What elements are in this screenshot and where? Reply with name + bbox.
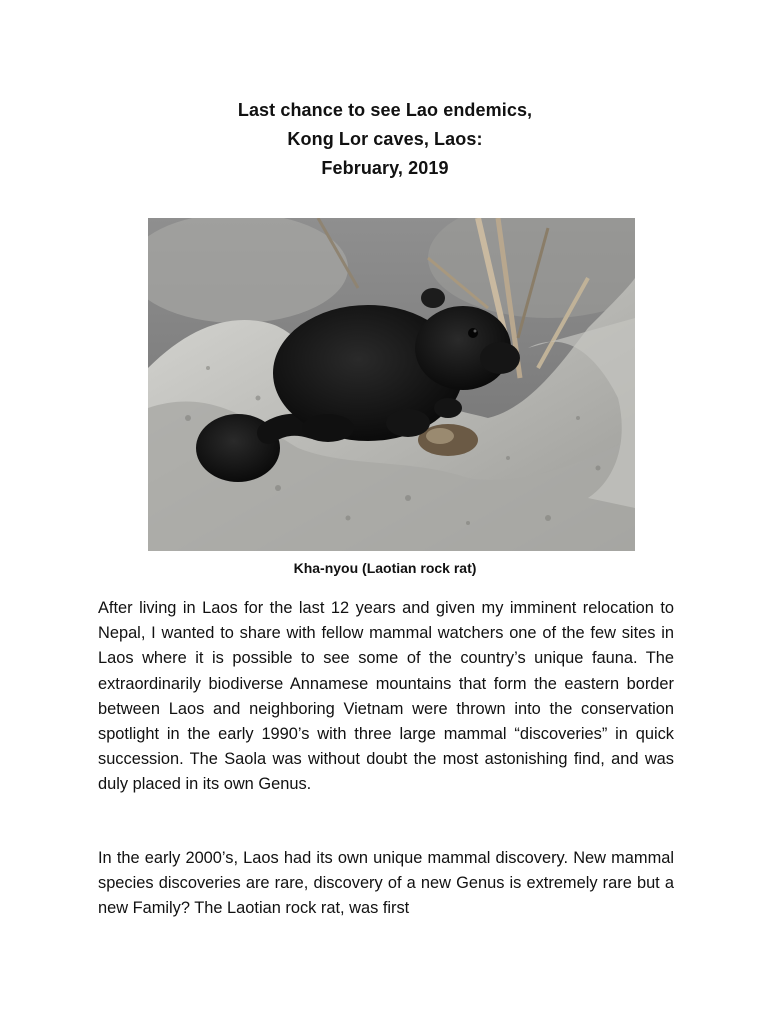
rock-rat-illustration	[148, 218, 635, 551]
title-line-1: Last chance to see Lao endemics,	[237, 100, 533, 120]
title-line-2: Kong Lor caves, Laos:	[287, 129, 483, 149]
body-paragraph-1: After living in Laos for the last 12 years and given my imminent relocation to Nepal, I wanted to share with fellow mammal watchers one of the few sites in Laos where it is possible to see some of the country’s unique fauna. The extraordinarily biodiverse Annamese mountains that form the eastern border between Laos and neighboring Vietnam were thrown into the conservation spotlight in the early 1990’s with three large mammal “discoveries” in quick succession. The Saola was without doubt the most astonishing find, and was duly placed in its own Genus.	[98, 599, 674, 794]
title-line-3: February, 2019	[321, 158, 449, 178]
photo-caption: Kha-nyou (Laotian rock rat)	[293, 560, 477, 576]
rock-rat-photo	[148, 218, 635, 551]
body-paragraph-2: In the early 2000’s, Laos had its own unique mammal discovery. New mammal species discoveries are rare, discovery of a new Genus is extremely rare but a new Family? The Laotian rock rat, was first	[98, 849, 674, 918]
document-title	[0, 96, 770, 183]
